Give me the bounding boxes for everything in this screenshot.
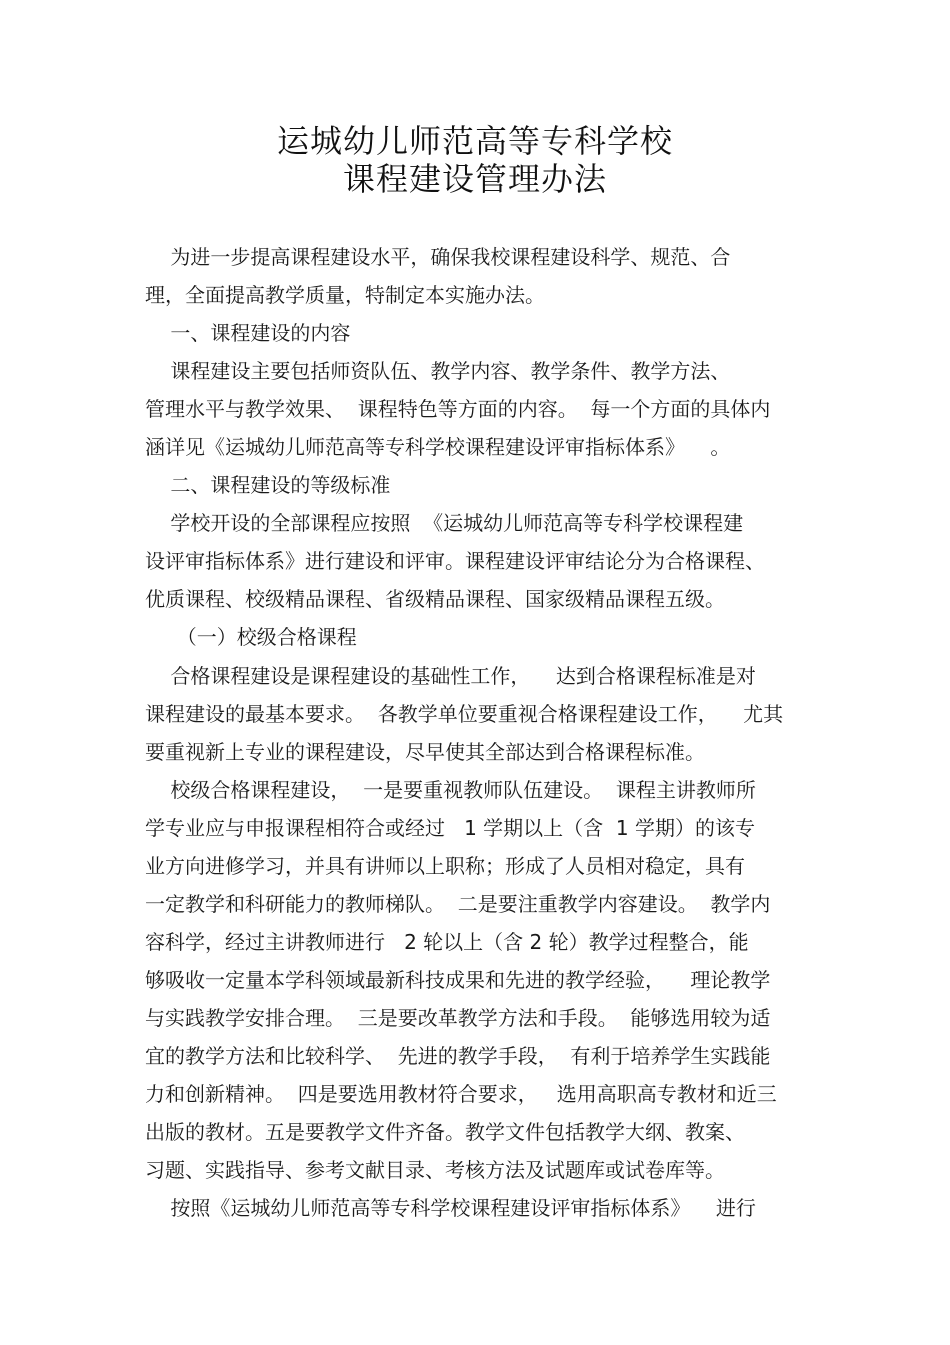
- body-line: 合格课程建设是课程建设的基础性工作， 达到合格课程标准是对: [145, 664, 756, 688]
- body-line: 管理水平与教学效果、 课程特色等方面的内容。 每一个方面的具体内: [145, 397, 771, 421]
- body-line: 课程建设的最基本要求。 各教学单位要重视合格课程建设工作， 尤其: [145, 702, 784, 726]
- body-line: 优质课程、校级精品课程、省级精品课程、国家级精品课程五级。: [145, 587, 725, 611]
- body-line: 为进一步提高课程建设水平，确保我校课程建设科学、规范、合: [145, 245, 731, 269]
- body-line: 力和创新精神。 四是要选用教材符合要求， 选用高职高专教材和近三: [145, 1082, 777, 1106]
- body-line: 按照《运城幼儿师范高等专科学校课程建设评审指标体系》 进行: [145, 1196, 756, 1220]
- body-line: 够吸收一定量本学科领域最新科技成果和先进的教学经验， 理论教学: [145, 968, 771, 992]
- document-title-line-1: 运城幼儿师范高等专科学校: [276, 122, 673, 160]
- body-line: 与实践教学安排合理。 三是要改革教学方法和手段。 能够选用较为适: [145, 1006, 771, 1030]
- body-line: 要重视新上专业的课程建设，尽早使其全部达到合格课程标准。: [145, 740, 705, 764]
- body-line: 业方向进修学习，并具有讲师以上职称；形成了人员相对稳定，具有: [145, 854, 745, 878]
- body-line: 涵详见《运城幼儿师范高等专科学校课程建设评审指标体系》 。: [145, 435, 731, 459]
- body-line: 学专业应与申报课程相符合或经过 1 学期以上（含 1 学期）的该专: [145, 816, 755, 840]
- body-line: 一定教学和科研能力的教师梯队。 二是要注重教学内容建设。 教学内: [145, 892, 771, 916]
- body-line: 出版的教材。五是要教学文件齐备。教学文件包括教学大纲、教案、: [145, 1120, 745, 1144]
- subsection-heading: （一）校级合格课程: [145, 625, 357, 649]
- body-line: 容科学，经过主讲教师进行 2 轮以上（含 2 轮）教学过程整合，能: [145, 930, 749, 954]
- body-line: 学校开设的全部课程应按照 《运城幼儿师范高等专科学校课程建: [145, 511, 744, 535]
- body-line: 宜的教学方法和比较科学、 先进的教学手段， 有利于培养学生实践能: [145, 1044, 771, 1068]
- body-line: 理，全面提高教学质量，特制定本实施办法。: [145, 283, 545, 307]
- document-title-line-2: 课程建设管理办法: [342, 160, 607, 198]
- section-heading: 一、课程建设的内容: [145, 321, 351, 345]
- body-line: 校级合格课程建设， 一是要重视教师队伍建设。 课程主讲教师所: [145, 778, 756, 802]
- body-line: 设评审指标体系》进行建设和评审。课程建设评审结论分为合格课程、: [145, 549, 765, 573]
- body-line: 习题、实践指导、参考文献目录、考核方法及试题库或试卷库等。: [145, 1158, 725, 1182]
- section-heading: 二、课程建设的等级标准: [145, 473, 391, 497]
- body-line: 课程建设主要包括师资队伍、教学内容、教学条件、教学方法、: [145, 359, 731, 383]
